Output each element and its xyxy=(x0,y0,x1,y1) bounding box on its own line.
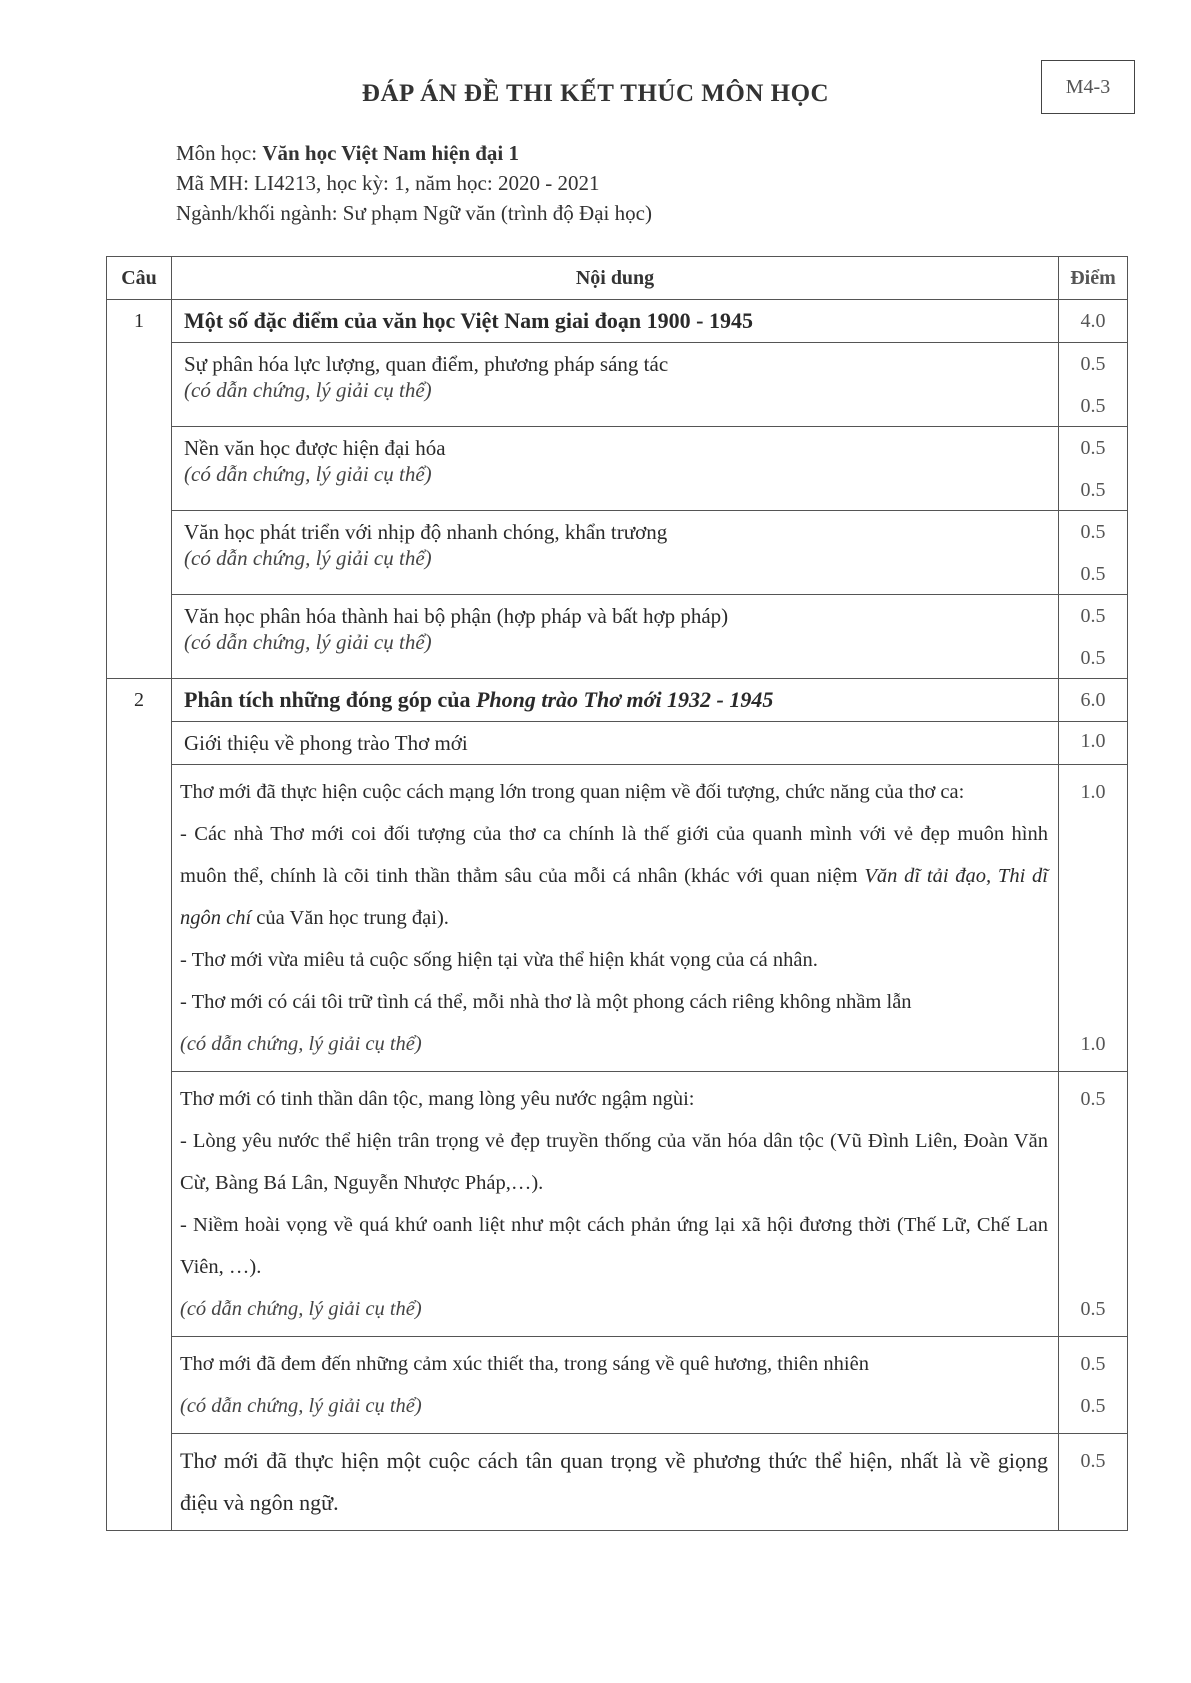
item-lead: Thơ mới đã thực hiện một cuộc cách tân quan trọng về phương thức thể hiện, nhất là về giọng điệu và ngôn ngữ. xyxy=(180,1448,1048,1515)
table-row xyxy=(107,595,1128,679)
table-row xyxy=(107,343,1128,427)
item-scores xyxy=(1059,595,1128,679)
item-bullet xyxy=(180,813,1048,939)
answer-item xyxy=(172,1072,1059,1337)
table-row xyxy=(107,722,1128,765)
answer-item: Giới thiệu về phong trào Thơ mới xyxy=(172,722,1059,765)
answer-table xyxy=(106,256,1128,1531)
answer-item xyxy=(172,343,1059,427)
question-score: 6.0 xyxy=(1059,679,1128,722)
score-value: 0.5 xyxy=(1080,605,1106,627)
table-row xyxy=(107,300,1128,343)
course-line: Mã MH: LI4213, học kỳ: 1, năm học: 2020 - 2021 xyxy=(176,171,600,195)
item-lead: Thơ mới có tinh thần dân tộc, mang lòng yêu nước ngậm ngùi: xyxy=(180,1088,695,1110)
question-score: 4.0 xyxy=(1059,300,1128,343)
score-value: 0.5 xyxy=(1080,395,1106,417)
item-note: (có dẫn chứng, lý giải cụ thể) xyxy=(184,630,432,654)
score-value: 0.5 xyxy=(1080,437,1106,459)
heading-italic: Phong trào Thơ mới 1932 - 1945 xyxy=(475,687,774,712)
item-score: 1.0 xyxy=(1059,722,1128,765)
item-text: Văn học phát triển với nhịp độ nhanh chóng, khẩn trương xyxy=(184,520,668,544)
score-value: 0.5 xyxy=(1080,521,1106,543)
item-scores xyxy=(1059,511,1128,595)
table-row xyxy=(107,1072,1128,1337)
item-lead: Thơ mới đã thực hiện cuộc cách mạng lớn trong quan niệm về đối tượng, chức năng của thơ ca: xyxy=(180,781,965,803)
score-value: 0.5 xyxy=(1080,647,1106,669)
bullet-text: - Các nhà Thơ mới coi đối tượng của thơ ca chính là thế giới của quanh mình với vẻ đẹp muôn hình muôn thể, chính là cõi tinh thần thẳm sâu của mỗi cá nhân (khác với quan niệm xyxy=(180,823,1048,887)
subject-label: Môn học: xyxy=(176,141,263,165)
question-heading: Một số đặc điểm của văn học Việt Nam giai đoạn 1900 - 1945 xyxy=(172,300,1059,343)
item-text: Văn học phân hóa thành hai bộ phận (hợp pháp và bất hợp pháp) xyxy=(184,604,729,628)
item-bullet: - Thơ mới vừa miêu tả cuộc sống hiện tại vừa thể hiện khát vọng của cá nhân. xyxy=(180,949,818,971)
table-row xyxy=(107,511,1128,595)
table-row xyxy=(107,765,1128,1072)
question-heading xyxy=(172,679,1059,722)
score-value: 0.5 xyxy=(1080,1088,1106,1110)
score-value: 0.5 xyxy=(1080,1298,1106,1320)
score-value: 1.0 xyxy=(1080,1033,1106,1055)
score-value: 0.5 xyxy=(1080,563,1106,585)
score-value: 0.5 xyxy=(1080,1450,1106,1472)
item-note: (có dẫn chứng, lý giải cụ thể) xyxy=(180,1033,422,1055)
item-lead: Thơ mới đã đem đến những cảm xúc thiết tha, trong sáng về quê hương, thiên nhiên xyxy=(180,1353,869,1375)
subject-value: Văn học Việt Nam hiện đại 1 xyxy=(262,141,520,165)
item-text: Sự phân hóa lực lượng, quan điểm, phương pháp sáng tác xyxy=(184,352,669,376)
answer-item xyxy=(172,427,1059,511)
answer-item xyxy=(172,765,1059,1072)
question-number: 2 xyxy=(107,679,172,1531)
item-note: (có dẫn chứng, lý giải cụ thể) xyxy=(180,1395,422,1417)
score-value: 0.5 xyxy=(1080,1395,1106,1417)
heading-prefix: Phân tích những đóng góp của xyxy=(184,687,476,712)
score-value: 0.5 xyxy=(1080,353,1106,375)
item-scores xyxy=(1059,1337,1128,1434)
item-note: (có dẫn chứng, lý giải cụ thể) xyxy=(184,546,432,570)
item-scores xyxy=(1059,1072,1128,1337)
table-row xyxy=(107,679,1128,722)
item-note: (có dẫn chứng, lý giải cụ thể) xyxy=(184,378,432,402)
item-scores xyxy=(1059,343,1128,427)
table-row xyxy=(107,1434,1128,1531)
item-scores xyxy=(1059,765,1128,1072)
item-bullet: - Niềm hoài vọng về quá khứ oanh liệt như một cách phản ứng lại xã hội đương thời (Thế Lữ, Chế Lan Viên, …). xyxy=(180,1214,1048,1278)
answer-item xyxy=(172,1434,1059,1531)
answer-item xyxy=(172,595,1059,679)
major-line: Ngành/khối ngành: Sư phạm Ngữ văn (trình độ Đại học) xyxy=(176,201,652,225)
score-value: 0.5 xyxy=(1080,479,1106,501)
header-score: Điểm xyxy=(1059,257,1128,300)
question-number: 1 xyxy=(107,300,172,679)
header-question: Câu xyxy=(107,257,172,300)
item-bullet: - Thơ mới có cái tôi trữ tình cá thể, mỗi nhà thơ là một phong cách riêng không nhầm lẫn xyxy=(180,991,912,1013)
item-bullet: - Lòng yêu nước thể hiện trân trọng vẻ đẹp truyền thống của văn hóa dân tộc (Vũ Đình Liên, Đoàn Văn Cừ, Bàng Bá Lân, Nguyễn Nhược Pháp,…). xyxy=(180,1130,1048,1194)
bullet-italic: Văn dĩ tải đạo, Thi dĩ ngôn chí xyxy=(180,865,1048,929)
item-note: (có dẫn chứng, lý giải cụ thể) xyxy=(180,1298,422,1320)
document-code: M4-3 xyxy=(1041,60,1135,114)
document-meta xyxy=(176,138,652,228)
header-content: Nội dung xyxy=(172,257,1059,300)
table-header-row xyxy=(107,257,1128,300)
item-text: Nền văn học được hiện đại hóa xyxy=(184,436,446,460)
table-row xyxy=(107,1337,1128,1434)
document-title: ĐÁP ÁN ĐỀ THI KẾT THÚC MÔN HỌC xyxy=(361,80,830,107)
answer-item xyxy=(172,1337,1059,1434)
item-scores xyxy=(1059,1434,1128,1531)
score-value: 0.5 xyxy=(1080,1353,1106,1375)
score-value: 1.0 xyxy=(1080,781,1106,803)
table-row xyxy=(107,427,1128,511)
bullet-text: của Văn học trung đại). xyxy=(251,907,449,929)
item-note: (có dẫn chứng, lý giải cụ thể) xyxy=(184,462,432,486)
answer-item xyxy=(172,511,1059,595)
subject-line xyxy=(176,138,652,168)
item-scores xyxy=(1059,427,1128,511)
